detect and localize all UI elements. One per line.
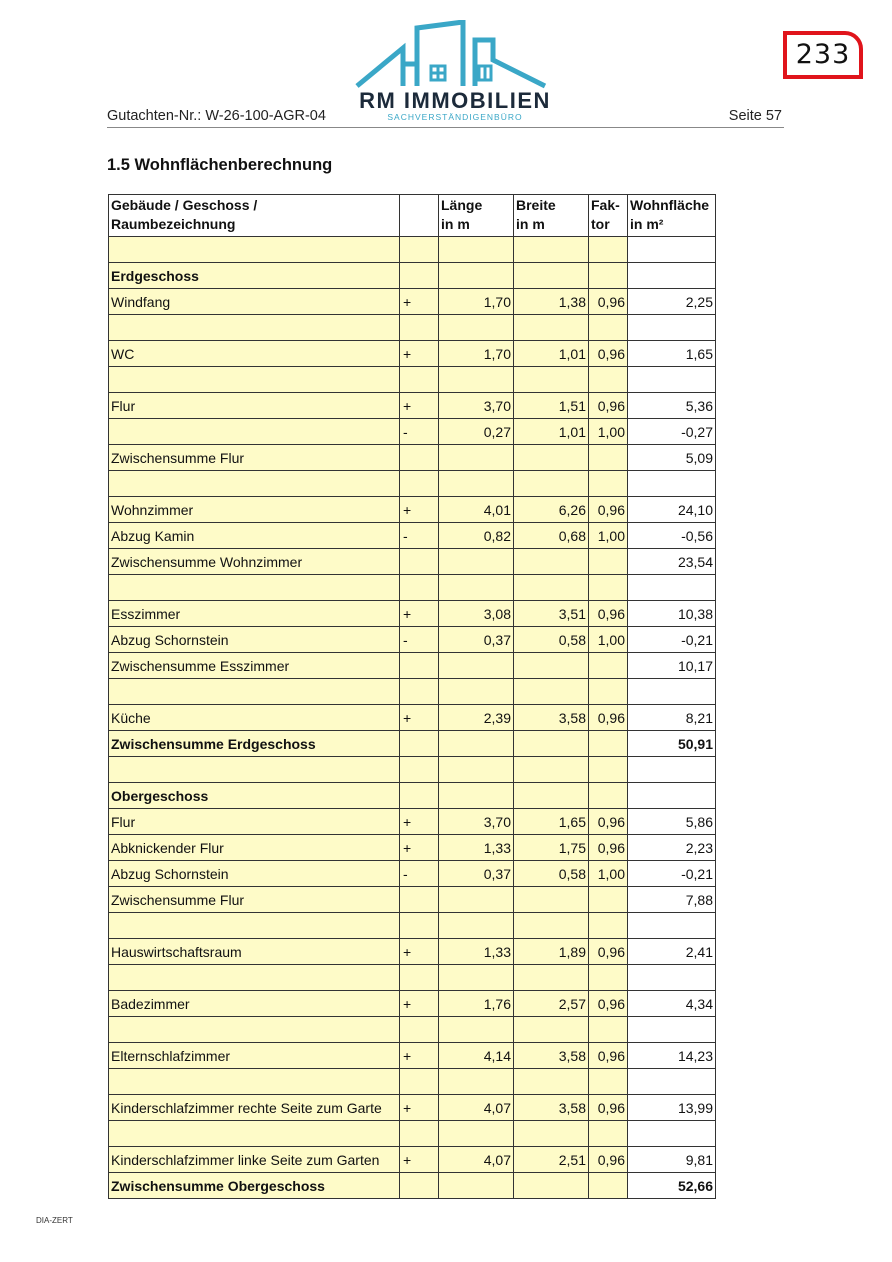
cell-room: Kinderschlafzimmer rechte Seite zum Garte xyxy=(109,1095,400,1121)
cell-room: Kinderschlafzimmer linke Seite zum Garten xyxy=(109,1147,400,1173)
table-row xyxy=(109,445,716,471)
cell-width xyxy=(514,653,589,679)
cell-room: Zwischensumme Flur xyxy=(109,887,400,913)
cell-room xyxy=(109,679,400,705)
cell-operator: + xyxy=(400,939,439,965)
table-row xyxy=(109,263,716,289)
cell-factor xyxy=(589,1173,628,1199)
cell-length: 4,01 xyxy=(439,497,514,523)
cell-operator: + xyxy=(400,835,439,861)
cell-room xyxy=(109,965,400,991)
cell-length: 3,70 xyxy=(439,393,514,419)
cell-room: Zwischensumme Obergeschoss xyxy=(109,1173,400,1199)
cell-factor: 1,00 xyxy=(589,627,628,653)
cell-area xyxy=(628,783,716,809)
cell-operator xyxy=(400,575,439,601)
cell-operator xyxy=(400,679,439,705)
cell-factor: 1,00 xyxy=(589,523,628,549)
logo-subtitle: SACHVERSTÄNDIGENBÜRO xyxy=(387,112,523,122)
cell-operator: + xyxy=(400,497,439,523)
cell-area: 2,25 xyxy=(628,289,716,315)
cell-width xyxy=(514,1173,589,1199)
cell-factor: 0,96 xyxy=(589,991,628,1017)
cell-length xyxy=(439,549,514,575)
cell-length: 4,07 xyxy=(439,1147,514,1173)
cell-factor xyxy=(589,1121,628,1147)
header-length: Länge in m xyxy=(439,195,514,237)
cell-length: 1,33 xyxy=(439,835,514,861)
cell-operator xyxy=(400,445,439,471)
cell-room: Abknickender Flur xyxy=(109,835,400,861)
cell-operator xyxy=(400,1017,439,1043)
cell-length xyxy=(439,653,514,679)
cell-area xyxy=(628,367,716,393)
cell-area: 52,66 xyxy=(628,1173,716,1199)
cell-operator: - xyxy=(400,523,439,549)
cell-operator xyxy=(400,1121,439,1147)
cell-width: 1,75 xyxy=(514,835,589,861)
header-operator xyxy=(400,195,439,237)
table-row xyxy=(109,601,716,627)
cell-area xyxy=(628,237,716,263)
cell-area: 8,21 xyxy=(628,705,716,731)
cell-length xyxy=(439,237,514,263)
cell-width xyxy=(514,263,589,289)
cell-room xyxy=(109,237,400,263)
cell-room: Abzug Schornstein xyxy=(109,627,400,653)
cell-room xyxy=(109,419,400,445)
cell-factor xyxy=(589,887,628,913)
cell-room: Zwischensumme Flur xyxy=(109,445,400,471)
cell-area xyxy=(628,315,716,341)
cell-room xyxy=(109,1121,400,1147)
cell-factor: 1,00 xyxy=(589,419,628,445)
cell-operator: + xyxy=(400,601,439,627)
cell-operator xyxy=(400,913,439,939)
cell-length: 0,82 xyxy=(439,523,514,549)
cell-area xyxy=(628,1121,716,1147)
table-row xyxy=(109,887,716,913)
cell-length: 1,76 xyxy=(439,991,514,1017)
cell-operator xyxy=(400,887,439,913)
cell-factor xyxy=(589,913,628,939)
cell-width xyxy=(514,549,589,575)
cell-area xyxy=(628,575,716,601)
buildings-logo-icon xyxy=(355,20,555,90)
cell-factor xyxy=(589,679,628,705)
cell-width xyxy=(514,965,589,991)
table-row xyxy=(109,575,716,601)
cell-factor xyxy=(589,1017,628,1043)
cell-room: Abzug Schornstein xyxy=(109,861,400,887)
cell-operator xyxy=(400,471,439,497)
cell-length: 4,14 xyxy=(439,1043,514,1069)
cell-factor: 0,96 xyxy=(589,341,628,367)
table-row xyxy=(109,653,716,679)
header-area: Wohnfläche in m² xyxy=(628,195,716,237)
cell-area xyxy=(628,1017,716,1043)
cell-length xyxy=(439,1121,514,1147)
cell-factor xyxy=(589,1069,628,1095)
company-logo xyxy=(355,20,555,128)
table-row xyxy=(109,939,716,965)
table-row xyxy=(109,341,716,367)
cell-area: -0,21 xyxy=(628,861,716,887)
cell-length xyxy=(439,757,514,783)
cell-length: 0,37 xyxy=(439,861,514,887)
cell-width: 1,65 xyxy=(514,809,589,835)
table-row xyxy=(109,991,716,1017)
cell-factor: 0,96 xyxy=(589,393,628,419)
cell-length: 3,08 xyxy=(439,601,514,627)
table-row xyxy=(109,965,716,991)
cell-area: 1,65 xyxy=(628,341,716,367)
cell-room: Flur xyxy=(109,809,400,835)
cell-width: 1,51 xyxy=(514,393,589,419)
cell-room: Windfang xyxy=(109,289,400,315)
cell-factor xyxy=(589,237,628,263)
cell-width: 3,58 xyxy=(514,705,589,731)
cell-factor xyxy=(589,575,628,601)
cell-length xyxy=(439,783,514,809)
header-factor: Fak- tor xyxy=(589,195,628,237)
cell-width: 0,58 xyxy=(514,861,589,887)
cell-width xyxy=(514,757,589,783)
cell-room xyxy=(109,913,400,939)
table-row xyxy=(109,705,716,731)
cell-width xyxy=(514,731,589,757)
table-row xyxy=(109,289,716,315)
table-row xyxy=(109,367,716,393)
cell-length xyxy=(439,965,514,991)
cell-factor: 0,96 xyxy=(589,601,628,627)
cell-operator: + xyxy=(400,1147,439,1173)
cell-area: -0,56 xyxy=(628,523,716,549)
table-row xyxy=(109,731,716,757)
cell-width xyxy=(514,367,589,393)
cell-width: 3,58 xyxy=(514,1095,589,1121)
table-row xyxy=(109,1121,716,1147)
table-row xyxy=(109,809,716,835)
cell-room: Badezimmer xyxy=(109,991,400,1017)
cell-area: 13,99 xyxy=(628,1095,716,1121)
cell-operator: + xyxy=(400,1095,439,1121)
cell-factor: 0,96 xyxy=(589,1095,628,1121)
cell-factor xyxy=(589,653,628,679)
cell-operator: + xyxy=(400,393,439,419)
cell-area: 50,91 xyxy=(628,731,716,757)
header-room: Gebäude / Geschoss / Raumbezeichnung xyxy=(109,195,400,237)
cell-width xyxy=(514,913,589,939)
cell-width xyxy=(514,575,589,601)
cell-room: Elternschlafzimmer xyxy=(109,1043,400,1069)
table-row xyxy=(109,1017,716,1043)
cell-factor xyxy=(589,965,628,991)
cell-room: Zwischensumme Erdgeschoss xyxy=(109,731,400,757)
cell-operator xyxy=(400,315,439,341)
table-header-row xyxy=(109,195,716,237)
footer-mark: DIA-ZERT xyxy=(36,1216,73,1225)
table-row xyxy=(109,1095,716,1121)
cell-length xyxy=(439,887,514,913)
table-row xyxy=(109,1173,716,1199)
cell-operator xyxy=(400,549,439,575)
cell-area: 9,81 xyxy=(628,1147,716,1173)
cell-operator xyxy=(400,1173,439,1199)
table-row xyxy=(109,1147,716,1173)
cell-operator xyxy=(400,1069,439,1095)
cell-width xyxy=(514,783,589,809)
cell-factor: 0,96 xyxy=(589,809,628,835)
table-row xyxy=(109,497,716,523)
cell-length: 1,33 xyxy=(439,939,514,965)
table-row xyxy=(109,393,716,419)
cell-area: -0,27 xyxy=(628,419,716,445)
cell-width xyxy=(514,315,589,341)
cell-room: Zwischensumme Wohnzimmer xyxy=(109,549,400,575)
cell-factor xyxy=(589,315,628,341)
cell-length xyxy=(439,731,514,757)
cell-width xyxy=(514,471,589,497)
table-row xyxy=(109,549,716,575)
cell-room xyxy=(109,367,400,393)
cell-operator xyxy=(400,731,439,757)
cell-area: 7,88 xyxy=(628,887,716,913)
cell-factor xyxy=(589,367,628,393)
cell-operator: - xyxy=(400,627,439,653)
cell-room xyxy=(109,1017,400,1043)
cell-length: 3,70 xyxy=(439,809,514,835)
logo-company-name: RM IMMOBILIEN xyxy=(359,88,551,113)
cell-length xyxy=(439,1069,514,1095)
cell-factor xyxy=(589,783,628,809)
cell-factor: 0,96 xyxy=(589,1043,628,1069)
cell-area xyxy=(628,965,716,991)
cell-width: 3,58 xyxy=(514,1043,589,1069)
cell-room: Abzug Kamin xyxy=(109,523,400,549)
cell-operator xyxy=(400,965,439,991)
cell-width: 1,38 xyxy=(514,289,589,315)
cell-length xyxy=(439,471,514,497)
cell-width: 6,26 xyxy=(514,497,589,523)
cell-factor: 0,96 xyxy=(589,939,628,965)
cell-room: Erdgeschoss xyxy=(109,263,400,289)
cell-width: 2,57 xyxy=(514,991,589,1017)
cell-operator: + xyxy=(400,341,439,367)
cell-area: 24,10 xyxy=(628,497,716,523)
cell-width xyxy=(514,237,589,263)
cell-length xyxy=(439,367,514,393)
cell-width: 0,58 xyxy=(514,627,589,653)
cell-area: 5,09 xyxy=(628,445,716,471)
page-label: Seite 57 xyxy=(728,108,782,124)
cell-room: WC xyxy=(109,341,400,367)
section-title: 1.5 Wohnflächenberechnung xyxy=(107,156,333,174)
cell-width: 2,51 xyxy=(514,1147,589,1173)
cell-room: Obergeschoss xyxy=(109,783,400,809)
cell-area xyxy=(628,757,716,783)
cell-length xyxy=(439,315,514,341)
cell-room: Esszimmer xyxy=(109,601,400,627)
cell-operator: - xyxy=(400,861,439,887)
cell-operator: + xyxy=(400,809,439,835)
cell-factor: 0,96 xyxy=(589,497,628,523)
cell-room: Zwischensumme Esszimmer xyxy=(109,653,400,679)
table-row xyxy=(109,679,716,705)
cell-length: 0,37 xyxy=(439,627,514,653)
cell-width xyxy=(514,887,589,913)
cell-area: 10,38 xyxy=(628,601,716,627)
table-row xyxy=(109,861,716,887)
cell-length xyxy=(439,1173,514,1199)
cell-width: 3,51 xyxy=(514,601,589,627)
cell-factor: 0,96 xyxy=(589,1147,628,1173)
cell-factor xyxy=(589,445,628,471)
cell-operator xyxy=(400,237,439,263)
table-row xyxy=(109,315,716,341)
header-divider xyxy=(107,127,784,128)
cell-length: 1,70 xyxy=(439,289,514,315)
cell-width xyxy=(514,1121,589,1147)
cell-area: -0,21 xyxy=(628,627,716,653)
cell-operator xyxy=(400,263,439,289)
cell-length: 0,27 xyxy=(439,419,514,445)
cell-area xyxy=(628,471,716,497)
cell-operator: + xyxy=(400,289,439,315)
table-row xyxy=(109,783,716,809)
page-number-badge: 233 xyxy=(783,31,863,79)
cell-room: Küche xyxy=(109,705,400,731)
cell-width: 1,01 xyxy=(514,419,589,445)
cell-area: 2,41 xyxy=(628,939,716,965)
cell-area: 2,23 xyxy=(628,835,716,861)
table-row xyxy=(109,419,716,445)
cell-room: Wohnzimmer xyxy=(109,497,400,523)
cell-operator: - xyxy=(400,419,439,445)
table-row xyxy=(109,757,716,783)
cell-factor xyxy=(589,549,628,575)
header-width: Breite in m xyxy=(514,195,589,237)
cell-room: Hauswirtschaftsraum xyxy=(109,939,400,965)
table-row xyxy=(109,1069,716,1095)
cell-operator: + xyxy=(400,705,439,731)
table-row xyxy=(109,237,716,263)
living-area-table xyxy=(108,194,716,1199)
cell-area: 10,17 xyxy=(628,653,716,679)
cell-room xyxy=(109,471,400,497)
cell-area: 14,23 xyxy=(628,1043,716,1069)
cell-operator: + xyxy=(400,991,439,1017)
cell-operator xyxy=(400,653,439,679)
cell-width xyxy=(514,1069,589,1095)
cell-operator xyxy=(400,783,439,809)
cell-length xyxy=(439,575,514,601)
cell-length xyxy=(439,913,514,939)
cell-length: 1,70 xyxy=(439,341,514,367)
report-number: Gutachten-Nr.: W-26-100-AGR-04 xyxy=(107,108,326,124)
cell-width xyxy=(514,445,589,471)
cell-length xyxy=(439,263,514,289)
cell-width: 0,68 xyxy=(514,523,589,549)
cell-width xyxy=(514,679,589,705)
cell-factor: 0,96 xyxy=(589,705,628,731)
cell-area: 5,36 xyxy=(628,393,716,419)
cell-factor: 1,00 xyxy=(589,861,628,887)
cell-area: 4,34 xyxy=(628,991,716,1017)
cell-area xyxy=(628,263,716,289)
cell-length xyxy=(439,445,514,471)
cell-factor xyxy=(589,731,628,757)
cell-width xyxy=(514,1017,589,1043)
cell-area: 23,54 xyxy=(628,549,716,575)
cell-area xyxy=(628,679,716,705)
cell-operator xyxy=(400,757,439,783)
cell-area xyxy=(628,913,716,939)
table-row xyxy=(109,835,716,861)
cell-factor: 0,96 xyxy=(589,835,628,861)
cell-area: 5,86 xyxy=(628,809,716,835)
table-row xyxy=(109,1043,716,1069)
table-row xyxy=(109,913,716,939)
table-row xyxy=(109,471,716,497)
cell-length xyxy=(439,1017,514,1043)
cell-width: 1,89 xyxy=(514,939,589,965)
cell-operator: + xyxy=(400,1043,439,1069)
cell-factor xyxy=(589,263,628,289)
cell-factor: 0,96 xyxy=(589,289,628,315)
cell-room xyxy=(109,575,400,601)
cell-operator xyxy=(400,367,439,393)
cell-room xyxy=(109,1069,400,1095)
cell-length xyxy=(439,679,514,705)
table-row xyxy=(109,627,716,653)
cell-room: Flur xyxy=(109,393,400,419)
cell-length: 2,39 xyxy=(439,705,514,731)
cell-room xyxy=(109,757,400,783)
cell-length: 4,07 xyxy=(439,1095,514,1121)
cell-factor xyxy=(589,757,628,783)
cell-width: 1,01 xyxy=(514,341,589,367)
table-row xyxy=(109,523,716,549)
cell-room xyxy=(109,315,400,341)
cell-area xyxy=(628,1069,716,1095)
cell-factor xyxy=(589,471,628,497)
